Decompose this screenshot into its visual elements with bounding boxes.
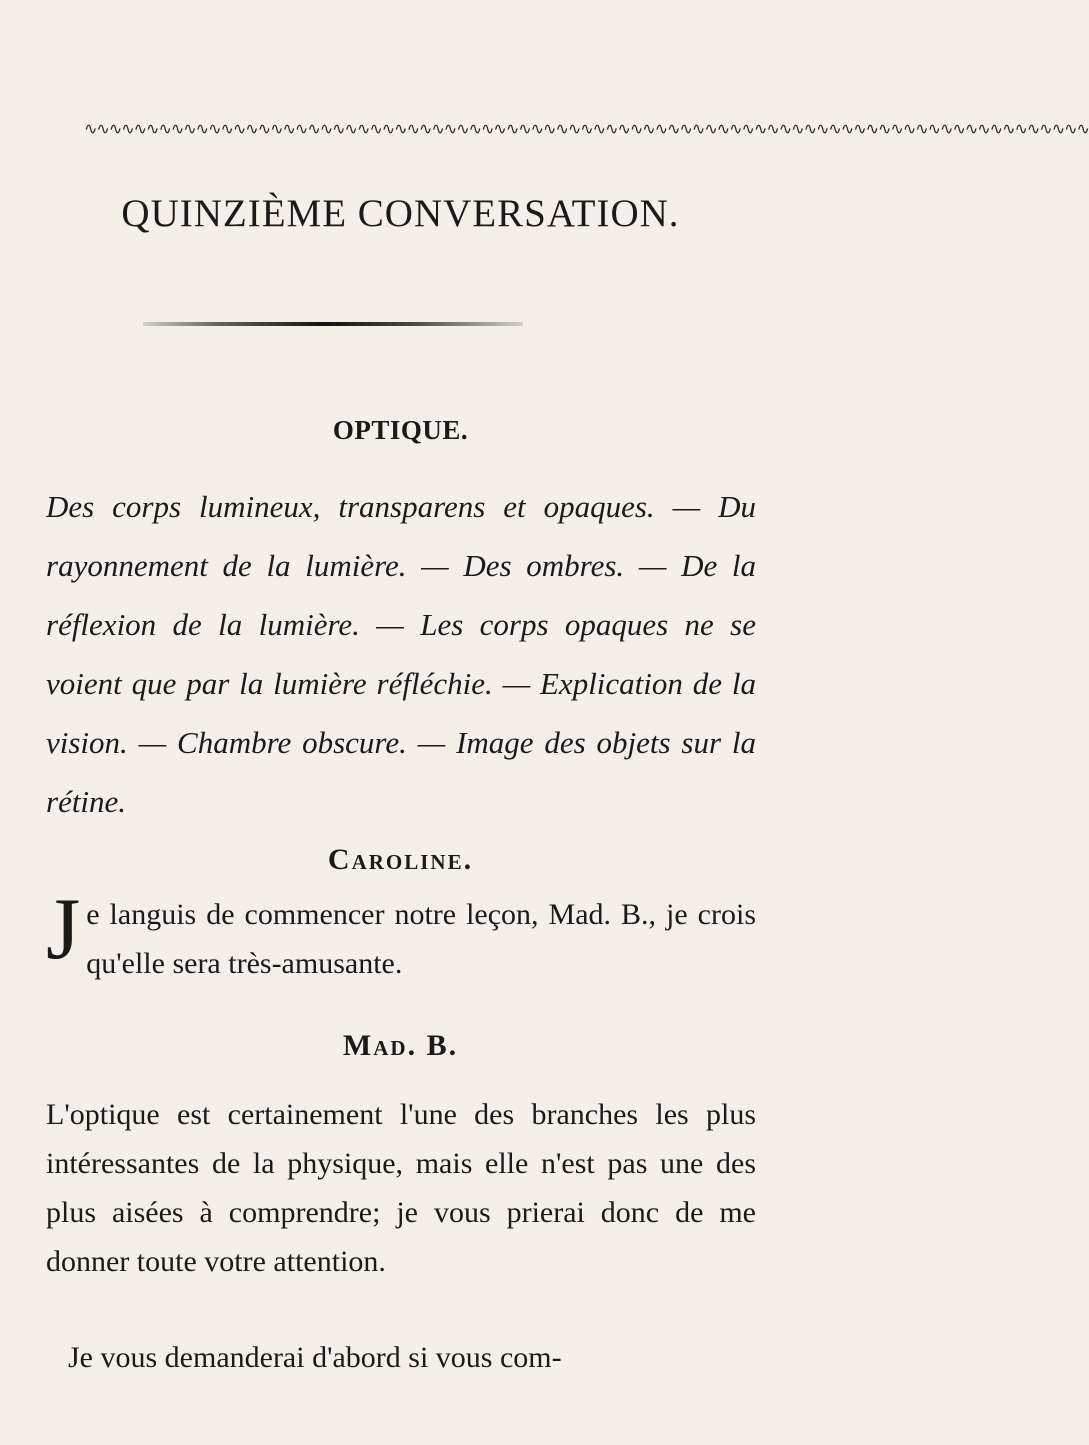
section-divider [143,322,523,326]
mad-paragraph-two: Je vous demanderai d'abord si vous com- [68,1341,562,1374]
mad-paragraph-one: L'optique est certainement l'une des branches les plus intéressantes de la physique, mais elle n'est pas une des plus aisées à comprendre; je vous prierai donc de me donner toute votre attention. [46,1098,756,1278]
drop-cap: J [46,881,81,978]
caroline-text: e languis de commencer notre leçon, Mad. B., je crois qu'elle sera très-amusante. [86,898,756,980]
section-subject: OPTIQUE. [332,415,469,445]
chapter-title: QUINZIÈME CONVERSATION. [121,192,680,235]
speaker-mad-b: Mad. B. [342,1029,459,1062]
decorative-rule: ∿∿∿∿∿∿∿∿∿∿∿∿∿∿∿∿∿∿∿∿∿∿∿∿∿∿∿∿∿∿∿∿∿∿∿∿∿∿∿∿∿∿∿∿∿∿∿∿∿∿∿∿∿∿∿∿∿∿∿∿∿∿∿∿∿∿∿∿∿∿∿∿∿∿∿∿∿∿∿∿∿ [84,119,1089,138]
chapter-summary: Des corps lumineux, transparens et opaques. — Du rayonnement de la lumière. — Des ombres. — De la réflexion de la lumière. — Les corps opaques ne se voient que par la lumière réfléchie. — Explication de la vision. — Chambre obscure. — Image des objets sur la rétine. [46,489,756,819]
caroline-paragraph [46,881,756,988]
speaker-caroline: Caroline. [327,843,474,876]
